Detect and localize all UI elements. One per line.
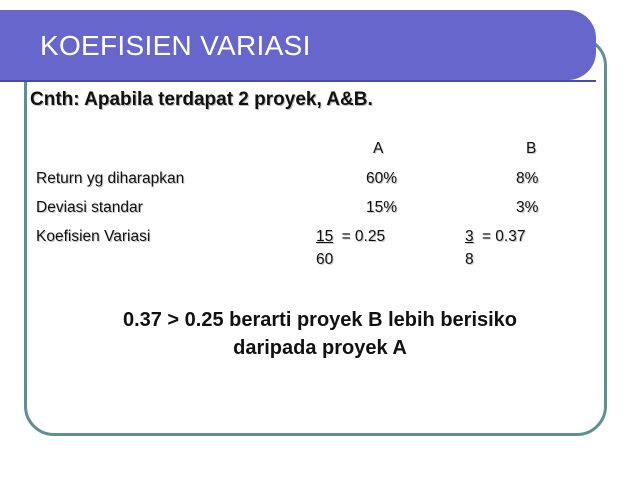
column-header-a: A xyxy=(373,140,384,157)
row-return-a: 60% xyxy=(366,170,398,187)
slide-title: KOEFISIEN VARIASI xyxy=(40,30,311,61)
conclusion-line-2: daripada proyek A xyxy=(233,337,407,359)
cv-a-denominator: 60 xyxy=(316,251,334,268)
cv-a-result: = 0.25 xyxy=(341,228,386,245)
cv-b-numerator: 3 xyxy=(465,228,474,245)
title-underline xyxy=(0,80,596,82)
column-header-b: B xyxy=(526,140,537,157)
row-label-return: Return yg diharapkan xyxy=(36,170,185,187)
row-label-deviasi: Deviasi standar xyxy=(36,199,143,216)
cv-b-denominator: 8 xyxy=(465,251,474,268)
conclusion-text xyxy=(60,306,580,362)
row-return-b: 8% xyxy=(516,170,539,187)
row-deviasi-b: 3% xyxy=(516,199,539,216)
cv-b-result: = 0.37 xyxy=(481,228,526,245)
cv-b-fraction xyxy=(465,228,525,246)
cv-a-numerator: 15 xyxy=(316,228,334,245)
row-label-koefisien: Koefisien Variasi xyxy=(36,228,151,245)
conclusion-line-1: 0.37 > 0.25 berarti proyek B lebih berisiko xyxy=(122,309,518,331)
cv-a-fraction xyxy=(316,228,385,246)
row-deviasi-a: 15% xyxy=(366,199,398,216)
slide-subtitle: Cnth: Apabila terdapat 2 proyek, A&B. xyxy=(30,89,373,110)
title-bar xyxy=(0,10,596,80)
